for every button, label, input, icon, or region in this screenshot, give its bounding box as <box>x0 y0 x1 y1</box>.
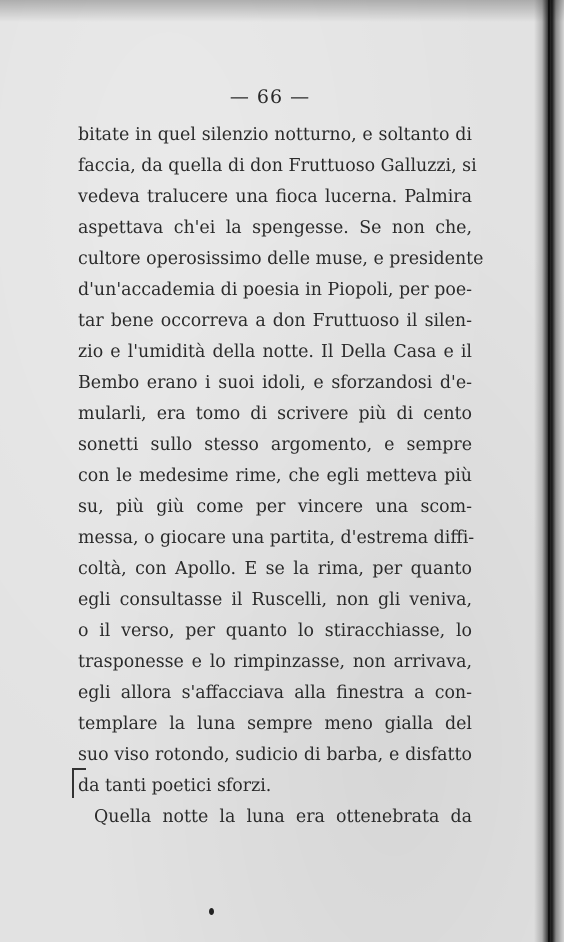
text-line: mularli, era tomo di scrivere più di cento <box>78 404 472 424</box>
page-body <box>78 120 484 833</box>
spine-edge <box>548 0 550 942</box>
paragraph-end-line: da tanti poetici sforzi. <box>78 776 272 796</box>
text-line: messa, o giocare una partita, d'estrema diffi- <box>78 528 475 548</box>
text-line: cultore operosissimo delle muse, e presidente <box>78 249 484 269</box>
text-line: aspettava ch'ei la spengesse. Se non che, <box>78 218 472 238</box>
text-line: faccia, da quella di don Fruttuoso Galluzzi, si <box>78 156 477 176</box>
text-line: coltà, con Apollo. E se la rima, per quanto <box>78 559 472 579</box>
text-line: sonetti sullo stesso argomento, e sempre <box>78 435 472 455</box>
text-line: trasponesse e lo rimpinzasse, non arrivava, <box>78 652 472 672</box>
text-line: Bembo erano i suoi idoli, e sforzandosi d'e- <box>78 373 472 393</box>
text-line: tar bene occorreva a don Fruttuoso il silen- <box>78 311 472 331</box>
paragraph-bracket-mark <box>72 768 86 798</box>
text-line: d'un'accademia di poesia in Piopoli, per poe- <box>78 280 473 300</box>
paragraph-start-line: Quella notte la luna era ottenebrata da <box>94 807 472 827</box>
text-line: egli consultasse il Ruscelli, non gli veniva, <box>78 590 472 610</box>
text-line: templare la luna sempre meno gialla del <box>78 714 472 734</box>
text-line: egli allora s'affacciava alla finestra a con- <box>78 683 472 703</box>
text-line: vedeva tralucere una fioca lucerna. Palmira <box>78 187 472 207</box>
text-line: o il verso, per quanto lo stiracchiasse, lo <box>78 621 472 641</box>
text-line: bitate in quel silenzio notturno, e soltanto di <box>78 125 472 145</box>
page-top-shadow <box>0 0 564 22</box>
text-line: con le medesime rime, che egli metteva più <box>78 466 472 486</box>
text-line: su, più giù come per vincere una scom- <box>78 497 472 517</box>
text-line: suo viso rotondo, sudicio di barba, e disfatto <box>78 745 472 765</box>
text-line: zio e l'umidità della notte. Il Della Casa e il <box>78 342 472 362</box>
ink-dot <box>209 908 214 915</box>
page-number: — 66 — <box>229 86 311 108</box>
